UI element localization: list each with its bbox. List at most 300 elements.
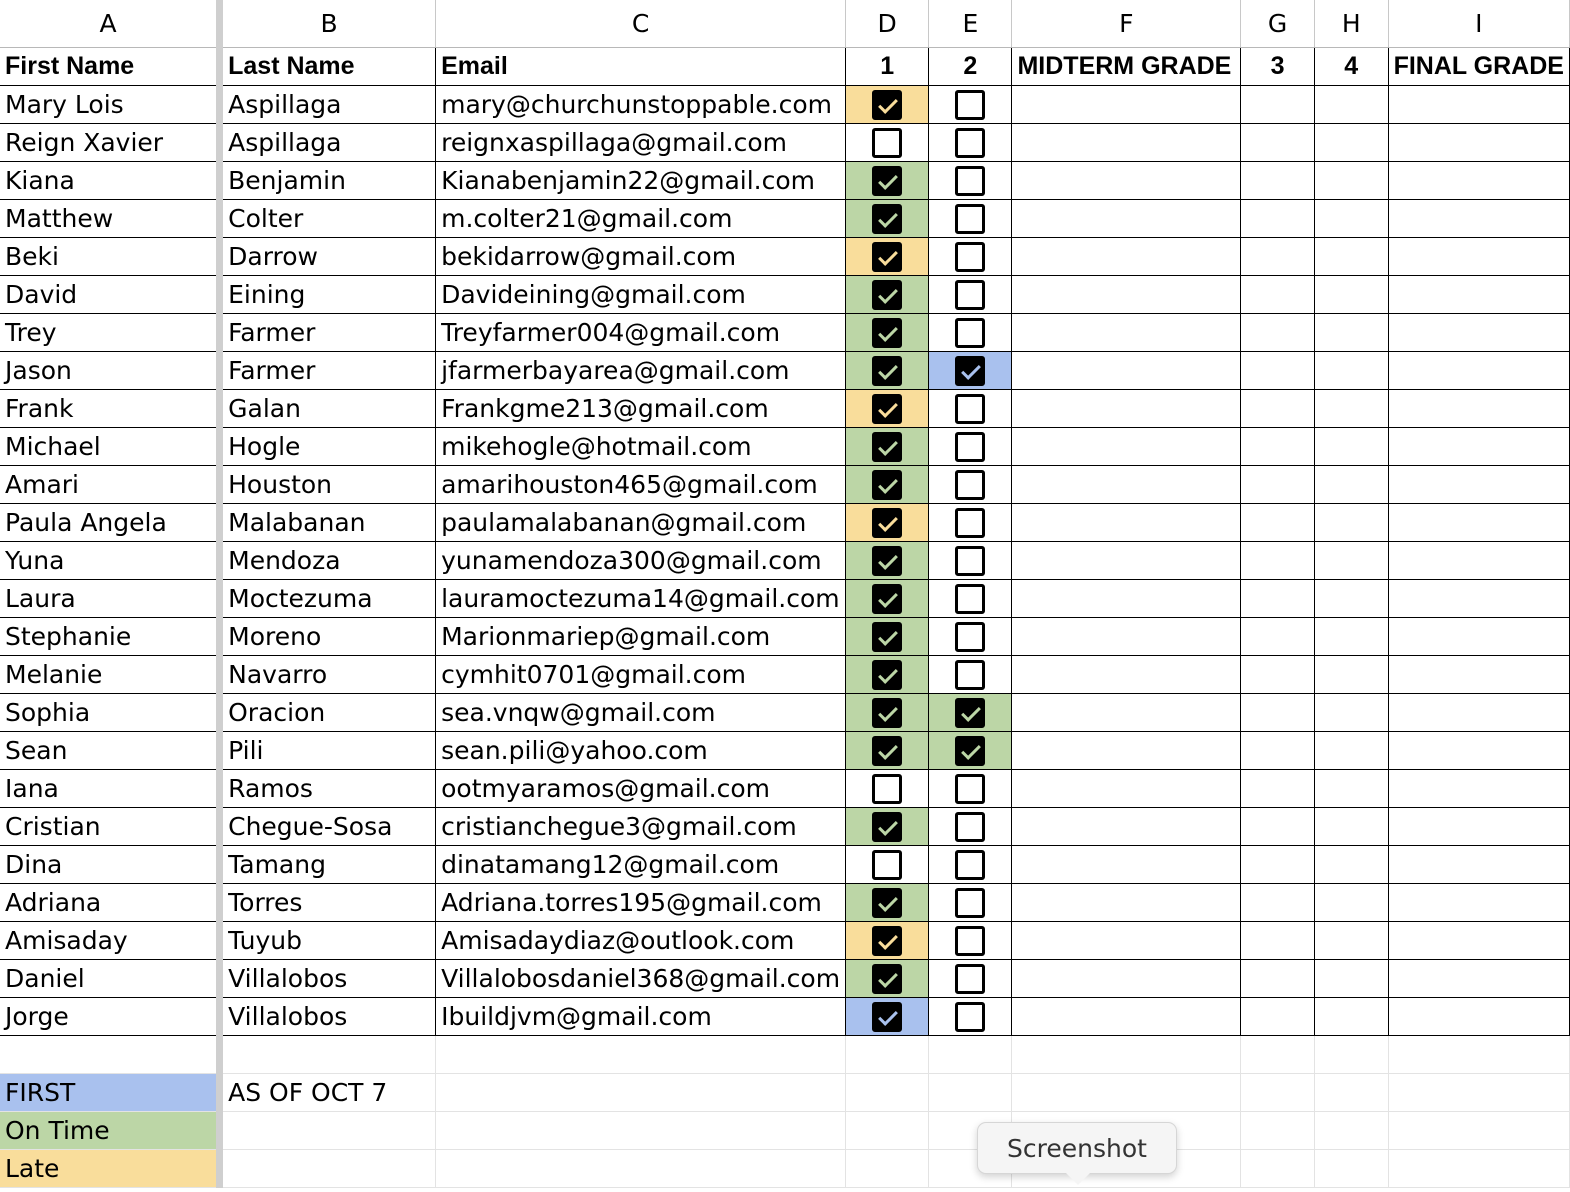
first-name-cell[interactable]: Jason (0, 351, 220, 389)
column-header-b[interactable]: B (220, 0, 436, 47)
empty-cell[interactable] (846, 1111, 929, 1149)
checkbox[interactable] (955, 584, 985, 614)
first-name-cell[interactable]: Adriana (0, 883, 220, 921)
checkbox[interactable] (955, 1002, 985, 1032)
final-grade-cell[interactable] (1388, 351, 1569, 389)
empty-cell[interactable] (846, 1073, 929, 1111)
assignment-2-cell[interactable] (929, 541, 1012, 579)
assignment-1-cell[interactable] (846, 731, 929, 769)
midterm-grade-cell[interactable] (1012, 85, 1241, 123)
checkbox[interactable] (955, 432, 985, 462)
email-cell[interactable]: Frankgme213@gmail.com (436, 389, 846, 427)
checkbox[interactable] (872, 850, 902, 880)
assignment-4-cell[interactable] (1314, 389, 1388, 427)
final-grade-cell[interactable] (1388, 199, 1569, 237)
assignment-4-cell[interactable] (1314, 579, 1388, 617)
checkbox[interactable] (872, 318, 902, 348)
checkbox[interactable] (872, 90, 902, 120)
first-name-cell[interactable]: Iana (0, 769, 220, 807)
assignment-1-cell[interactable] (846, 921, 929, 959)
last-name-cell[interactable]: Moctezuma (220, 579, 436, 617)
last-name-cell[interactable]: Benjamin (220, 161, 436, 199)
midterm-grade-cell[interactable] (1012, 807, 1241, 845)
email-cell[interactable]: jfarmerbayarea@gmail.com (436, 351, 846, 389)
last-name-cell[interactable]: Villalobos (220, 959, 436, 997)
legend-late[interactable]: Late (0, 1149, 220, 1187)
column-header-i[interactable]: I (1388, 0, 1569, 47)
assignment-2-cell[interactable] (929, 921, 1012, 959)
header-final-grade[interactable]: FINAL GRADE (1388, 47, 1569, 85)
checkbox[interactable] (872, 660, 902, 690)
email-cell[interactable]: m.colter21@gmail.com (436, 199, 846, 237)
assignment-3-cell[interactable] (1241, 921, 1315, 959)
assignment-3-cell[interactable] (1241, 427, 1315, 465)
empty-cell[interactable] (1314, 1073, 1388, 1111)
assignment-1-cell[interactable] (846, 389, 929, 427)
email-cell[interactable]: mikehogle@hotmail.com (436, 427, 846, 465)
assignment-1-cell[interactable] (846, 351, 929, 389)
last-name-cell[interactable]: Eining (220, 275, 436, 313)
assignment-2-cell[interactable] (929, 161, 1012, 199)
assignment-4-cell[interactable] (1314, 997, 1388, 1035)
assignment-1-cell[interactable] (846, 769, 929, 807)
email-cell[interactable]: Villalobosdaniel368@gmail.com (436, 959, 846, 997)
assignment-1-cell[interactable] (846, 85, 929, 123)
first-name-cell[interactable]: Michael (0, 427, 220, 465)
checkbox[interactable] (872, 508, 902, 538)
final-grade-cell[interactable] (1388, 161, 1569, 199)
assignment-3-cell[interactable] (1241, 845, 1315, 883)
assignment-3-cell[interactable] (1241, 123, 1315, 161)
final-grade-cell[interactable] (1388, 617, 1569, 655)
checkbox[interactable] (872, 1002, 902, 1032)
email-cell[interactable]: Marionmariep@gmail.com (436, 617, 846, 655)
midterm-grade-cell[interactable] (1012, 161, 1241, 199)
email-cell[interactable]: lauramoctezuma14@gmail.com (436, 579, 846, 617)
checkbox[interactable] (955, 736, 985, 766)
checkbox[interactable] (955, 774, 985, 804)
legend-on-time[interactable]: On Time (0, 1111, 220, 1149)
header-midterm-grade[interactable]: MIDTERM GRADE (1012, 47, 1241, 85)
assignment-4-cell[interactable] (1314, 769, 1388, 807)
assignment-1-cell[interactable] (846, 617, 929, 655)
assignment-3-cell[interactable] (1241, 579, 1315, 617)
final-grade-cell[interactable] (1388, 275, 1569, 313)
email-cell[interactable]: bekidarrow@gmail.com (436, 237, 846, 275)
column-header-e[interactable]: E (929, 0, 1012, 47)
assignment-4-cell[interactable] (1314, 237, 1388, 275)
empty-cell[interactable] (1314, 1149, 1388, 1187)
midterm-grade-cell[interactable] (1012, 541, 1241, 579)
assignment-1-cell[interactable] (846, 541, 929, 579)
assignment-3-cell[interactable] (1241, 199, 1315, 237)
checkbox[interactable] (872, 964, 902, 994)
midterm-grade-cell[interactable] (1012, 845, 1241, 883)
first-name-cell[interactable]: Melanie (0, 655, 220, 693)
assignment-1-cell[interactable] (846, 123, 929, 161)
empty-cell[interactable] (1388, 1073, 1569, 1111)
email-cell[interactable]: amarihouston465@gmail.com (436, 465, 846, 503)
last-name-cell[interactable]: Malabanan (220, 503, 436, 541)
midterm-grade-cell[interactable] (1012, 427, 1241, 465)
assignment-1-cell[interactable] (846, 997, 929, 1035)
empty-cell[interactable] (846, 1035, 929, 1073)
empty-cell[interactable] (436, 1149, 846, 1187)
first-name-cell[interactable]: Sophia (0, 693, 220, 731)
email-cell[interactable]: dinatamang12@gmail.com (436, 845, 846, 883)
email-cell[interactable]: sea.vnqw@gmail.com (436, 693, 846, 731)
midterm-grade-cell[interactable] (1012, 997, 1241, 1035)
first-name-cell[interactable]: Stephanie (0, 617, 220, 655)
checkbox[interactable] (955, 850, 985, 880)
checkbox[interactable] (955, 546, 985, 576)
first-name-cell[interactable]: Amisaday (0, 921, 220, 959)
checkbox[interactable] (872, 736, 902, 766)
first-name-cell[interactable]: Laura (0, 579, 220, 617)
final-grade-cell[interactable] (1388, 997, 1569, 1035)
empty-cell[interactable] (1314, 1035, 1388, 1073)
assignment-2-cell[interactable] (929, 769, 1012, 807)
final-grade-cell[interactable] (1388, 693, 1569, 731)
empty-cell[interactable] (0, 1035, 220, 1073)
column-header-a[interactable]: A (0, 0, 220, 47)
checkbox[interactable] (872, 394, 902, 424)
final-grade-cell[interactable] (1388, 313, 1569, 351)
midterm-grade-cell[interactable] (1012, 237, 1241, 275)
midterm-grade-cell[interactable] (1012, 465, 1241, 503)
header-assignment-2[interactable]: 2 (929, 47, 1012, 85)
final-grade-cell[interactable] (1388, 85, 1569, 123)
first-name-cell[interactable]: Yuna (0, 541, 220, 579)
checkbox[interactable] (872, 128, 902, 158)
assignment-1-cell[interactable] (846, 313, 929, 351)
email-cell[interactable]: Kianabenjamin22@gmail.com (436, 161, 846, 199)
midterm-grade-cell[interactable] (1012, 693, 1241, 731)
assignment-2-cell[interactable] (929, 731, 1012, 769)
empty-cell[interactable] (1241, 1149, 1315, 1187)
first-name-cell[interactable]: Beki (0, 237, 220, 275)
email-cell[interactable]: cymhit0701@gmail.com (436, 655, 846, 693)
last-name-cell[interactable]: Houston (220, 465, 436, 503)
midterm-grade-cell[interactable] (1012, 731, 1241, 769)
empty-cell[interactable] (929, 1073, 1012, 1111)
assignment-2-cell[interactable] (929, 313, 1012, 351)
assignment-3-cell[interactable] (1241, 389, 1315, 427)
assignment-2-cell[interactable] (929, 85, 1012, 123)
empty-cell[interactable] (846, 1149, 929, 1187)
email-cell[interactable]: sean.pili@yahoo.com (436, 731, 846, 769)
column-header-f[interactable]: F (1012, 0, 1241, 47)
first-name-cell[interactable]: Amari (0, 465, 220, 503)
assignment-3-cell[interactable] (1241, 997, 1315, 1035)
email-cell[interactable]: Ibuildjvm@gmail.com (436, 997, 846, 1035)
assignment-1-cell[interactable] (846, 883, 929, 921)
first-name-cell[interactable]: Jorge (0, 997, 220, 1035)
header-email[interactable]: Email (436, 47, 846, 85)
midterm-grade-cell[interactable] (1012, 199, 1241, 237)
first-name-cell[interactable]: Frank (0, 389, 220, 427)
email-cell[interactable]: Davideining@gmail.com (436, 275, 846, 313)
checkbox[interactable] (872, 698, 902, 728)
assignment-4-cell[interactable] (1314, 161, 1388, 199)
empty-cell[interactable] (220, 1111, 436, 1149)
assignment-3-cell[interactable] (1241, 351, 1315, 389)
assignment-2-cell[interactable] (929, 807, 1012, 845)
assignment-2-cell[interactable] (929, 655, 1012, 693)
final-grade-cell[interactable] (1388, 123, 1569, 161)
midterm-grade-cell[interactable] (1012, 123, 1241, 161)
last-name-cell[interactable]: Colter (220, 199, 436, 237)
final-grade-cell[interactable] (1388, 883, 1569, 921)
empty-cell[interactable] (220, 1149, 436, 1187)
empty-cell[interactable] (1388, 1149, 1569, 1187)
header-first-name[interactable]: First Name (0, 47, 220, 85)
assignment-4-cell[interactable] (1314, 313, 1388, 351)
empty-cell[interactable] (436, 1073, 846, 1111)
assignment-2-cell[interactable] (929, 503, 1012, 541)
checkbox[interactable] (955, 394, 985, 424)
email-cell[interactable]: paulamalabanan@gmail.com (436, 503, 846, 541)
final-grade-cell[interactable] (1388, 655, 1569, 693)
first-name-cell[interactable]: Reign Xavier (0, 123, 220, 161)
empty-cell[interactable] (1012, 1073, 1241, 1111)
midterm-grade-cell[interactable] (1012, 883, 1241, 921)
column-header-g[interactable]: G (1241, 0, 1315, 47)
email-cell[interactable]: ootmyaramos@gmail.com (436, 769, 846, 807)
midterm-grade-cell[interactable] (1012, 769, 1241, 807)
checkbox[interactable] (955, 698, 985, 728)
last-name-cell[interactable]: Moreno (220, 617, 436, 655)
assignment-1-cell[interactable] (846, 693, 929, 731)
email-cell[interactable]: mary@churchunstoppable.com (436, 85, 846, 123)
assignment-3-cell[interactable] (1241, 883, 1315, 921)
final-grade-cell[interactable] (1388, 541, 1569, 579)
final-grade-cell[interactable] (1388, 389, 1569, 427)
assignment-4-cell[interactable] (1314, 883, 1388, 921)
first-name-cell[interactable]: Trey (0, 313, 220, 351)
last-name-cell[interactable]: Farmer (220, 313, 436, 351)
checkbox[interactable] (955, 470, 985, 500)
assignment-1-cell[interactable] (846, 655, 929, 693)
midterm-grade-cell[interactable] (1012, 351, 1241, 389)
checkbox[interactable] (955, 888, 985, 918)
assignment-4-cell[interactable] (1314, 921, 1388, 959)
assignment-2-cell[interactable] (929, 389, 1012, 427)
header-assignment-1[interactable]: 1 (846, 47, 929, 85)
midterm-grade-cell[interactable] (1012, 959, 1241, 997)
header-assignment-4[interactable]: 4 (1314, 47, 1388, 85)
assignment-2-cell[interactable] (929, 237, 1012, 275)
final-grade-cell[interactable] (1388, 427, 1569, 465)
assignment-1-cell[interactable] (846, 427, 929, 465)
checkbox[interactable] (872, 470, 902, 500)
first-name-cell[interactable]: Dina (0, 845, 220, 883)
assignment-3-cell[interactable] (1241, 959, 1315, 997)
last-name-cell[interactable]: Oracion (220, 693, 436, 731)
empty-cell[interactable] (436, 1111, 846, 1149)
final-grade-cell[interactable] (1388, 731, 1569, 769)
assignment-4-cell[interactable] (1314, 693, 1388, 731)
column-header-c[interactable]: C (436, 0, 846, 47)
empty-cell[interactable] (1241, 1111, 1315, 1149)
checkbox[interactable] (872, 926, 902, 956)
assignment-3-cell[interactable] (1241, 465, 1315, 503)
email-cell[interactable]: Amisadaydiaz@outlook.com (436, 921, 846, 959)
last-name-cell[interactable]: Darrow (220, 237, 436, 275)
midterm-grade-cell[interactable] (1012, 275, 1241, 313)
first-name-cell[interactable]: Cristian (0, 807, 220, 845)
legend-first[interactable]: FIRST (0, 1073, 220, 1111)
assignment-4-cell[interactable] (1314, 465, 1388, 503)
last-name-cell[interactable]: Mendoza (220, 541, 436, 579)
assignment-3-cell[interactable] (1241, 693, 1315, 731)
empty-cell[interactable] (220, 1035, 436, 1073)
assignment-1-cell[interactable] (846, 579, 929, 617)
last-name-cell[interactable]: Torres (220, 883, 436, 921)
first-name-cell[interactable]: David (0, 275, 220, 313)
assignment-2-cell[interactable] (929, 845, 1012, 883)
checkbox[interactable] (872, 280, 902, 310)
last-name-cell[interactable]: Villalobos (220, 997, 436, 1035)
final-grade-cell[interactable] (1388, 465, 1569, 503)
assignment-3-cell[interactable] (1241, 807, 1315, 845)
assignment-3-cell[interactable] (1241, 617, 1315, 655)
last-name-cell[interactable]: Chegue-Sosa (220, 807, 436, 845)
last-name-cell[interactable]: Aspillaga (220, 123, 436, 161)
assignment-3-cell[interactable] (1241, 731, 1315, 769)
assignment-4-cell[interactable] (1314, 427, 1388, 465)
checkbox[interactable] (955, 622, 985, 652)
checkbox[interactable] (872, 584, 902, 614)
checkbox[interactable] (872, 204, 902, 234)
email-cell[interactable]: yunamendoza300@gmail.com (436, 541, 846, 579)
assignment-2-cell[interactable] (929, 199, 1012, 237)
final-grade-cell[interactable] (1388, 237, 1569, 275)
final-grade-cell[interactable] (1388, 807, 1569, 845)
final-grade-cell[interactable] (1388, 579, 1569, 617)
checkbox[interactable] (955, 128, 985, 158)
email-cell[interactable]: Treyfarmer004@gmail.com (436, 313, 846, 351)
midterm-grade-cell[interactable] (1012, 313, 1241, 351)
empty-cell[interactable] (1388, 1111, 1569, 1149)
midterm-grade-cell[interactable] (1012, 579, 1241, 617)
last-name-cell[interactable]: Tamang (220, 845, 436, 883)
assignment-1-cell[interactable] (846, 275, 929, 313)
checkbox[interactable] (872, 888, 902, 918)
midterm-grade-cell[interactable] (1012, 921, 1241, 959)
checkbox[interactable] (955, 660, 985, 690)
assignment-4-cell[interactable] (1314, 655, 1388, 693)
assignment-2-cell[interactable] (929, 123, 1012, 161)
empty-cell[interactable] (929, 1035, 1012, 1073)
assignment-4-cell[interactable] (1314, 617, 1388, 655)
assignment-3-cell[interactable] (1241, 769, 1315, 807)
assignment-4-cell[interactable] (1314, 123, 1388, 161)
checkbox[interactable] (872, 242, 902, 272)
checkbox[interactable] (872, 812, 902, 842)
assignment-4-cell[interactable] (1314, 275, 1388, 313)
last-name-cell[interactable]: Galan (220, 389, 436, 427)
final-grade-cell[interactable] (1388, 769, 1569, 807)
header-assignment-3[interactable]: 3 (1241, 47, 1315, 85)
last-name-cell[interactable]: Ramos (220, 769, 436, 807)
assignment-4-cell[interactable] (1314, 351, 1388, 389)
assignment-3-cell[interactable] (1241, 655, 1315, 693)
assignment-4-cell[interactable] (1314, 85, 1388, 123)
assignment-2-cell[interactable] (929, 997, 1012, 1035)
midterm-grade-cell[interactable] (1012, 503, 1241, 541)
assignment-1-cell[interactable] (846, 465, 929, 503)
checkbox[interactable] (955, 508, 985, 538)
first-name-cell[interactable]: Sean (0, 731, 220, 769)
assignment-2-cell[interactable] (929, 693, 1012, 731)
as-of-note[interactable]: AS OF OCT 7 (220, 1073, 436, 1111)
checkbox[interactable] (955, 242, 985, 272)
first-name-cell[interactable]: Mary Lois (0, 85, 220, 123)
assignment-4-cell[interactable] (1314, 541, 1388, 579)
assignment-1-cell[interactable] (846, 845, 929, 883)
assignment-1-cell[interactable] (846, 807, 929, 845)
column-header-h[interactable]: H (1314, 0, 1388, 47)
assignment-1-cell[interactable] (846, 959, 929, 997)
checkbox[interactable] (955, 280, 985, 310)
header-last-name[interactable]: Last Name (220, 47, 436, 85)
checkbox[interactable] (955, 356, 985, 386)
assignment-1-cell[interactable] (846, 161, 929, 199)
assignment-3-cell[interactable] (1241, 503, 1315, 541)
empty-cell[interactable] (1012, 1035, 1241, 1073)
final-grade-cell[interactable] (1388, 503, 1569, 541)
first-name-cell[interactable]: Kiana (0, 161, 220, 199)
empty-cell[interactable] (1388, 1035, 1569, 1073)
last-name-cell[interactable]: Pili (220, 731, 436, 769)
first-name-cell[interactable]: Matthew (0, 199, 220, 237)
email-cell[interactable]: Adriana.torres195@gmail.com (436, 883, 846, 921)
assignment-4-cell[interactable] (1314, 845, 1388, 883)
checkbox[interactable] (955, 318, 985, 348)
assignment-4-cell[interactable] (1314, 503, 1388, 541)
checkbox[interactable] (955, 926, 985, 956)
midterm-grade-cell[interactable] (1012, 617, 1241, 655)
empty-cell[interactable] (1241, 1035, 1315, 1073)
assignment-4-cell[interactable] (1314, 199, 1388, 237)
assignment-2-cell[interactable] (929, 275, 1012, 313)
last-name-cell[interactable]: Navarro (220, 655, 436, 693)
last-name-cell[interactable]: Hogle (220, 427, 436, 465)
final-grade-cell[interactable] (1388, 959, 1569, 997)
assignment-2-cell[interactable] (929, 883, 1012, 921)
checkbox[interactable] (872, 356, 902, 386)
assignment-3-cell[interactable] (1241, 541, 1315, 579)
checkbox[interactable] (872, 774, 902, 804)
email-cell[interactable]: cristianchegue3@gmail.com (436, 807, 846, 845)
assignment-1-cell[interactable] (846, 237, 929, 275)
checkbox[interactable] (955, 90, 985, 120)
empty-cell[interactable] (436, 1035, 846, 1073)
email-cell[interactable]: reignxaspillaga@gmail.com (436, 123, 846, 161)
assignment-1-cell[interactable] (846, 503, 929, 541)
assignment-2-cell[interactable] (929, 427, 1012, 465)
assignment-1-cell[interactable] (846, 199, 929, 237)
final-grade-cell[interactable] (1388, 845, 1569, 883)
assignment-4-cell[interactable] (1314, 807, 1388, 845)
checkbox[interactable] (955, 204, 985, 234)
last-name-cell[interactable]: Farmer (220, 351, 436, 389)
assignment-2-cell[interactable] (929, 351, 1012, 389)
final-grade-cell[interactable] (1388, 921, 1569, 959)
checkbox[interactable] (872, 432, 902, 462)
checkbox[interactable] (872, 622, 902, 652)
